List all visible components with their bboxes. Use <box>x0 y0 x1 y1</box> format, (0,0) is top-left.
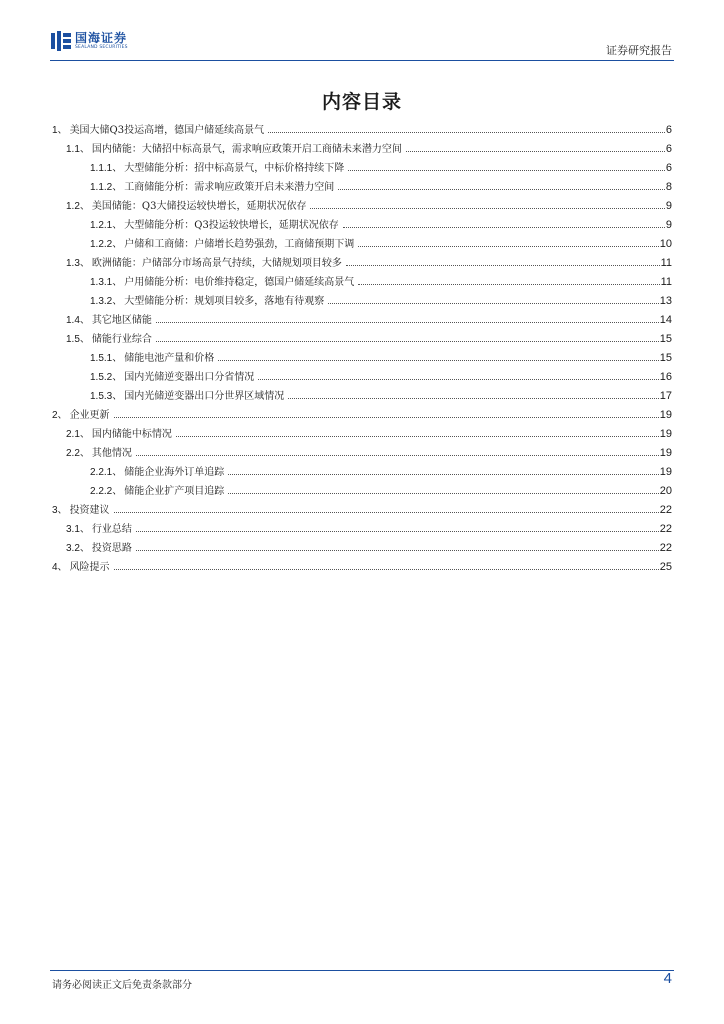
toc-entry[interactable] <box>52 311 672 330</box>
toc-leader-dots <box>348 169 665 171</box>
toc-entry[interactable] <box>52 140 672 159</box>
toc-entry-page: 13 <box>659 295 672 307</box>
toc-entry-title: 储能行业综合 <box>91 334 152 345</box>
toc-entry-number: 3.2、 <box>66 543 90 554</box>
toc-entry-number: 1、 <box>52 125 68 136</box>
toc-entry-page: 22 <box>659 504 672 516</box>
toc-entry-number: 1.2.2、 <box>90 239 123 250</box>
toc-entry-number: 2.1、 <box>66 429 90 440</box>
toc-entry-number: 2、 <box>52 410 68 421</box>
toc-entry-page: 16 <box>659 371 672 383</box>
toc-entry-title: 国内储能：大储招中标高景气，需求响应政策开启工商储未来潜力空间 <box>91 144 402 155</box>
toc-entry-title: 储能企业扩产项目追踪 <box>124 486 225 497</box>
toc-leader-dots <box>156 321 659 323</box>
toc-entry[interactable] <box>52 197 672 216</box>
toc-entry-number: 1.3、 <box>66 258 90 269</box>
toc-entry-page: 11 <box>660 276 672 288</box>
toc-entry-page: 19 <box>659 428 672 440</box>
toc-leader-dots <box>218 359 659 361</box>
page-number: 4 <box>663 970 672 987</box>
toc-entry-page: 14 <box>659 314 672 326</box>
toc-entry-page: 19 <box>659 409 672 421</box>
toc-leader-dots <box>136 454 659 456</box>
company-logo <box>50 30 128 52</box>
toc-leader-dots <box>114 568 659 570</box>
toc-leader-dots <box>310 207 664 209</box>
toc-entry-title: 风险提示 <box>69 562 110 573</box>
toc-leader-dots <box>136 530 659 532</box>
toc-entry-title: 美国储能：Q3大储投运较快增长，延期状况依存 <box>91 201 307 212</box>
toc-entry-title: 大型储能分析：Q3投运较快增长，延期状况依存 <box>124 220 339 231</box>
toc-leader-dots <box>258 378 659 380</box>
toc-entry-number: 1.3.2、 <box>90 296 123 307</box>
toc-entry[interactable] <box>52 539 672 558</box>
toc-entry-number: 1.5.1、 <box>90 353 123 364</box>
toc-leader-dots <box>406 150 665 152</box>
toc-entry-title: 企业更新 <box>69 410 110 421</box>
toc-entry[interactable] <box>52 482 672 501</box>
toc-entry[interactable] <box>52 463 672 482</box>
toc-entry-page: 10 <box>659 238 672 250</box>
toc-entry-title: 户用储能分析：电价维持稳定，德国户储延续高景气 <box>124 277 355 288</box>
toc-entry-number: 1.5.2、 <box>90 372 123 383</box>
toc-leader-dots <box>328 302 659 304</box>
logo-chinese-name: 国海证券 <box>75 31 128 45</box>
toc-entry-number: 1.1.1、 <box>90 163 123 174</box>
toc-leader-dots <box>268 131 665 133</box>
toc-entry[interactable] <box>52 254 672 273</box>
toc-entry-title: 国内光储逆变器出口分世界区域情况 <box>124 391 285 402</box>
toc-entry[interactable] <box>52 292 672 311</box>
toc-entry-title: 行业总结 <box>91 524 132 535</box>
toc-entry[interactable] <box>52 425 672 444</box>
toc-entry-title: 储能企业海外订单追踪 <box>124 467 225 478</box>
toc-entry-number: 1.2、 <box>66 201 90 212</box>
toc-entry[interactable] <box>52 368 672 387</box>
toc-entry-page: 9 <box>665 219 672 231</box>
page-header <box>50 30 674 58</box>
toc-entry-title: 大型储能分析：规划项目较多，落地有待观察 <box>124 296 325 307</box>
toc-entry-title: 国内光储逆变器出口分省情况 <box>124 372 255 383</box>
toc-entry-title: 其它地区储能 <box>91 315 152 326</box>
toc-entry[interactable] <box>52 406 672 425</box>
toc-entry-page: 17 <box>659 390 672 402</box>
footer-divider <box>50 970 674 971</box>
toc-entry[interactable] <box>52 121 672 140</box>
toc-leader-dots <box>346 264 660 266</box>
toc-entry[interactable] <box>52 216 672 235</box>
toc-entry-title: 欧洲储能：户储部分市场高景气持续，大储规划项目较多 <box>91 258 342 269</box>
toc-entry-number: 2.2.1、 <box>90 467 123 478</box>
toc-entry-title: 投资建议 <box>69 505 110 516</box>
toc-entry-title: 其他情况 <box>91 448 132 459</box>
toc-entry-title: 户储和工商储：户储增长趋势强劲，工商储预期下调 <box>124 239 355 250</box>
toc-entry-number: 2.2、 <box>66 448 90 459</box>
toc-leader-dots <box>228 473 659 475</box>
toc-entry[interactable] <box>52 178 672 197</box>
toc-entry-title: 美国大储Q3投运高增，德国户储延续高景气 <box>69 125 265 136</box>
toc-entry-number: 1.2.1、 <box>90 220 123 231</box>
toc-leader-dots <box>114 511 659 513</box>
toc-title: 内容目录 <box>321 91 402 113</box>
toc-entry[interactable] <box>52 444 672 463</box>
toc-entry-title: 国内储能中标情况 <box>91 429 172 440</box>
toc-entry-title: 储能电池产量和价格 <box>124 353 215 364</box>
toc-entry-page: 9 <box>665 200 672 212</box>
toc-entry-page: 22 <box>659 523 672 535</box>
table-of-contents <box>52 121 672 577</box>
toc-leader-dots <box>358 283 659 285</box>
toc-entry-page: 15 <box>659 333 672 345</box>
toc-entry-number: 1.5、 <box>66 334 90 345</box>
toc-entry-number: 3、 <box>52 505 68 516</box>
toc-entry-number: 1.4、 <box>66 315 90 326</box>
toc-entry-title: 工商储能分析：需求响应政策开启未来潜力空间 <box>124 182 335 193</box>
toc-entry-page: 15 <box>659 352 672 364</box>
footer-disclaimer: 请务必阅读正文后免责条款部分 <box>52 980 192 991</box>
toc-entry-page: 6 <box>665 124 672 136</box>
toc-entry[interactable] <box>52 273 672 292</box>
toc-entry[interactable] <box>52 235 672 254</box>
toc-entry-page: 19 <box>659 447 672 459</box>
header-divider <box>50 60 674 61</box>
toc-leader-dots <box>136 549 659 551</box>
toc-entry-number: 1.5.3、 <box>90 391 123 402</box>
toc-leader-dots <box>114 416 659 418</box>
toc-entry[interactable] <box>52 387 672 406</box>
toc-leader-dots <box>288 397 659 399</box>
toc-entry-page: 19 <box>659 466 672 478</box>
toc-entry-page: 8 <box>665 181 672 193</box>
toc-entry-number: 1.3.1、 <box>90 277 123 288</box>
toc-entry-title: 大型储能分析：招中标高景气，中标价格持续下降 <box>124 163 345 174</box>
toc-entry-page: 20 <box>659 485 672 497</box>
toc-leader-dots <box>343 226 665 228</box>
toc-entry[interactable] <box>52 330 672 349</box>
sealand-logo-icon <box>50 30 72 52</box>
toc-leader-dots <box>176 435 659 437</box>
toc-entry-number: 1.1、 <box>66 144 90 155</box>
toc-entry[interactable] <box>52 558 672 577</box>
toc-leader-dots <box>358 245 659 247</box>
toc-entry[interactable] <box>52 520 672 539</box>
toc-entry-page: 6 <box>665 143 672 155</box>
toc-leader-dots <box>156 340 659 342</box>
toc-entry[interactable] <box>52 501 672 520</box>
toc-entry-title: 投资思路 <box>91 543 132 554</box>
toc-leader-dots <box>338 188 665 190</box>
logo-english-name: SEALAND SECURITIES <box>75 45 128 50</box>
toc-entry-number: 2.2.2、 <box>90 486 123 497</box>
toc-entry[interactable] <box>52 159 672 178</box>
toc-entry-page: 25 <box>659 561 672 573</box>
report-type-label: 证券研究报告 <box>606 44 672 57</box>
toc-entry-number: 3.1、 <box>66 524 90 535</box>
toc-leader-dots <box>228 492 659 494</box>
toc-entry[interactable] <box>52 349 672 368</box>
toc-entry-number: 4、 <box>52 562 68 573</box>
toc-entry-page: 11 <box>660 257 672 269</box>
toc-entry-number: 1.1.2、 <box>90 182 123 193</box>
toc-entry-page: 22 <box>659 542 672 554</box>
toc-entry-page: 6 <box>665 162 672 174</box>
